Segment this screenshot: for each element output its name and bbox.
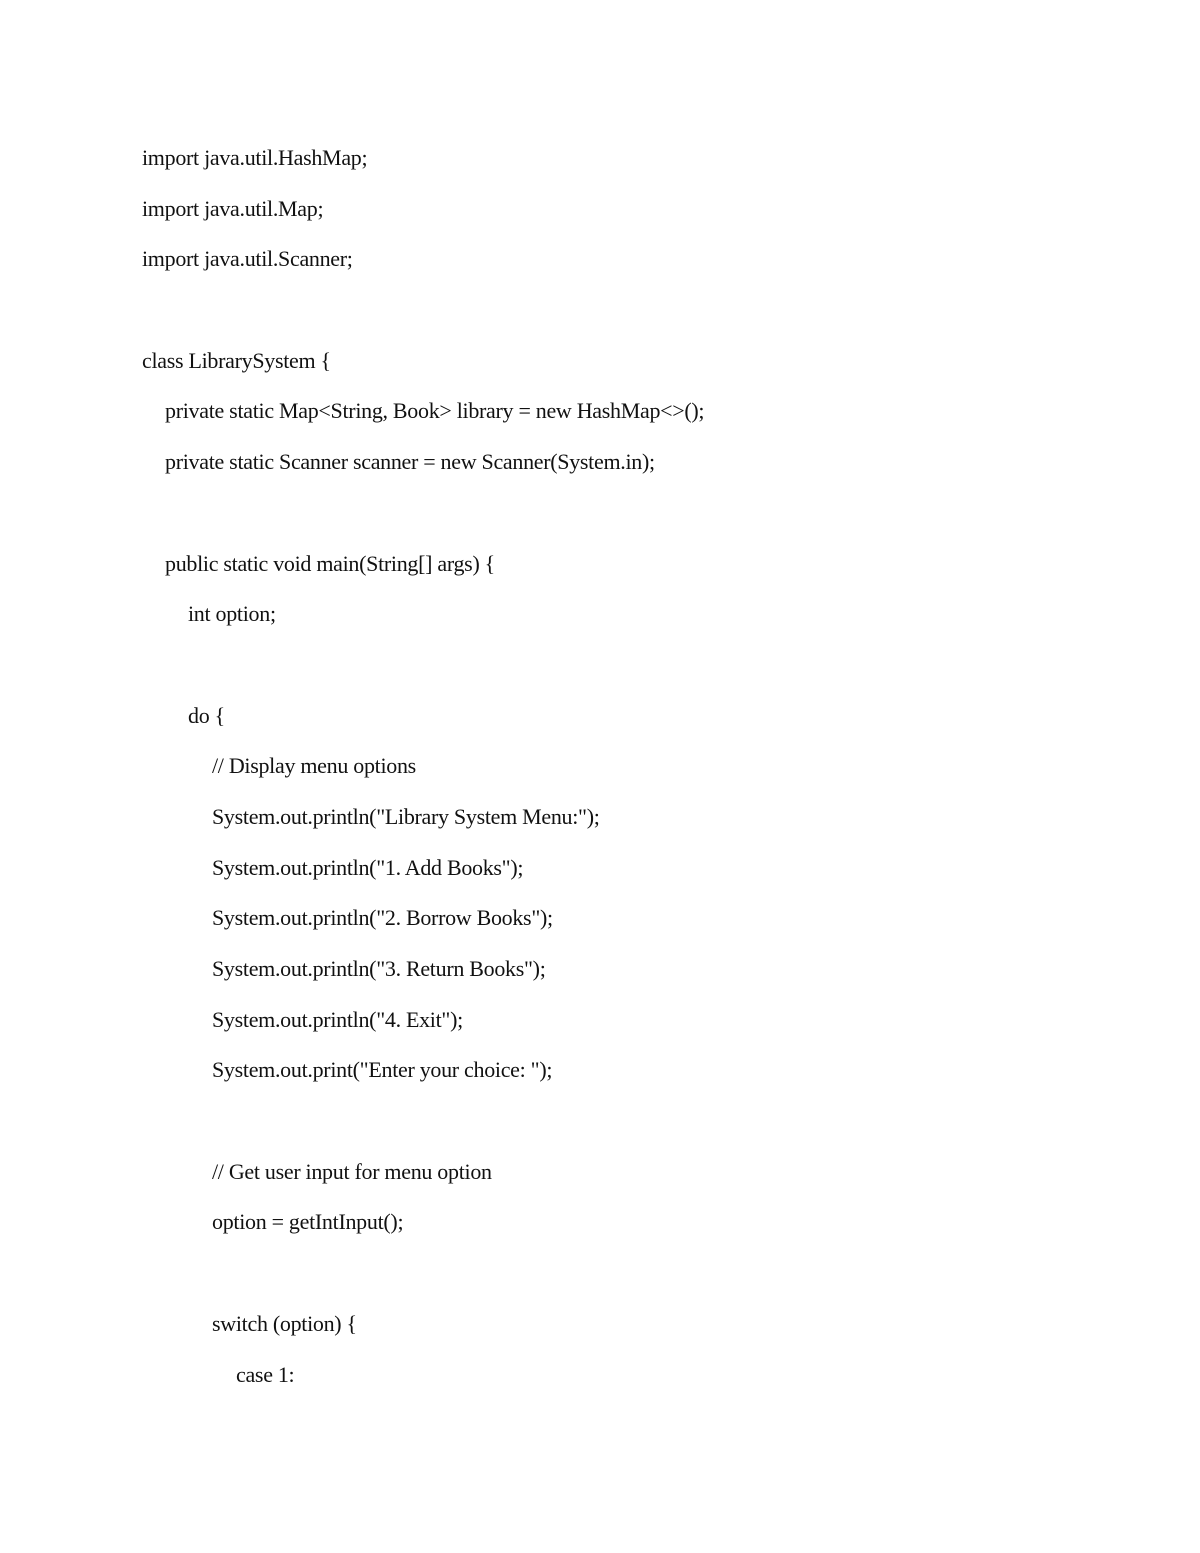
code-line-import-map: import java.util.Map; [142, 195, 324, 221]
blank-line [142, 1255, 1102, 1306]
code-line-case-1: case 1: [236, 1361, 295, 1387]
code-line-option-declaration: int option; [188, 601, 276, 627]
code-line-import-hashmap: import java.util.HashMap; [142, 145, 368, 170]
code-line-println-return-books: System.out.println("3. Return Books"); [212, 956, 546, 981]
code-line-import-scanner: import java.util.Scanner; [142, 246, 353, 272]
code-line-scanner-field: private static Scanner scanner = new Scanner(System.in); [165, 449, 655, 475]
code-line-comment-get-input: // Get user input for menu option [212, 1158, 492, 1184]
code-line-library-field: private static Map<String, Book> library = new HashMap<>(); [165, 398, 705, 424]
code-line-option-assignment: option = getIntInput(); [212, 1209, 404, 1235]
blank-line [142, 292, 1102, 343]
code-block [142, 140, 1102, 1407]
code-line-println-exit: System.out.println("4. Exit"); [212, 1006, 463, 1032]
blank-line [142, 647, 1102, 698]
code-line-comment-display-menu: // Display menu options [212, 753, 416, 779]
code-line-println-add-books: System.out.println("1. Add Books"); [212, 854, 524, 880]
code-line-do: do { [188, 702, 225, 728]
code-line-print-choice: System.out.print("Enter your choice: "); [212, 1057, 553, 1083]
code-line-class-declaration: class LibrarySystem { [142, 347, 331, 373]
code-line-switch: switch (option) { [212, 1310, 357, 1336]
code-line-println-menu-title: System.out.println("Library System Menu:"); [212, 803, 600, 829]
code-line-println-borrow-books: System.out.println("2. Borrow Books"); [212, 905, 553, 931]
blank-line [142, 1103, 1102, 1154]
code-line-main-method: public static void main(String[] args) { [165, 550, 495, 576]
blank-line [142, 495, 1102, 546]
